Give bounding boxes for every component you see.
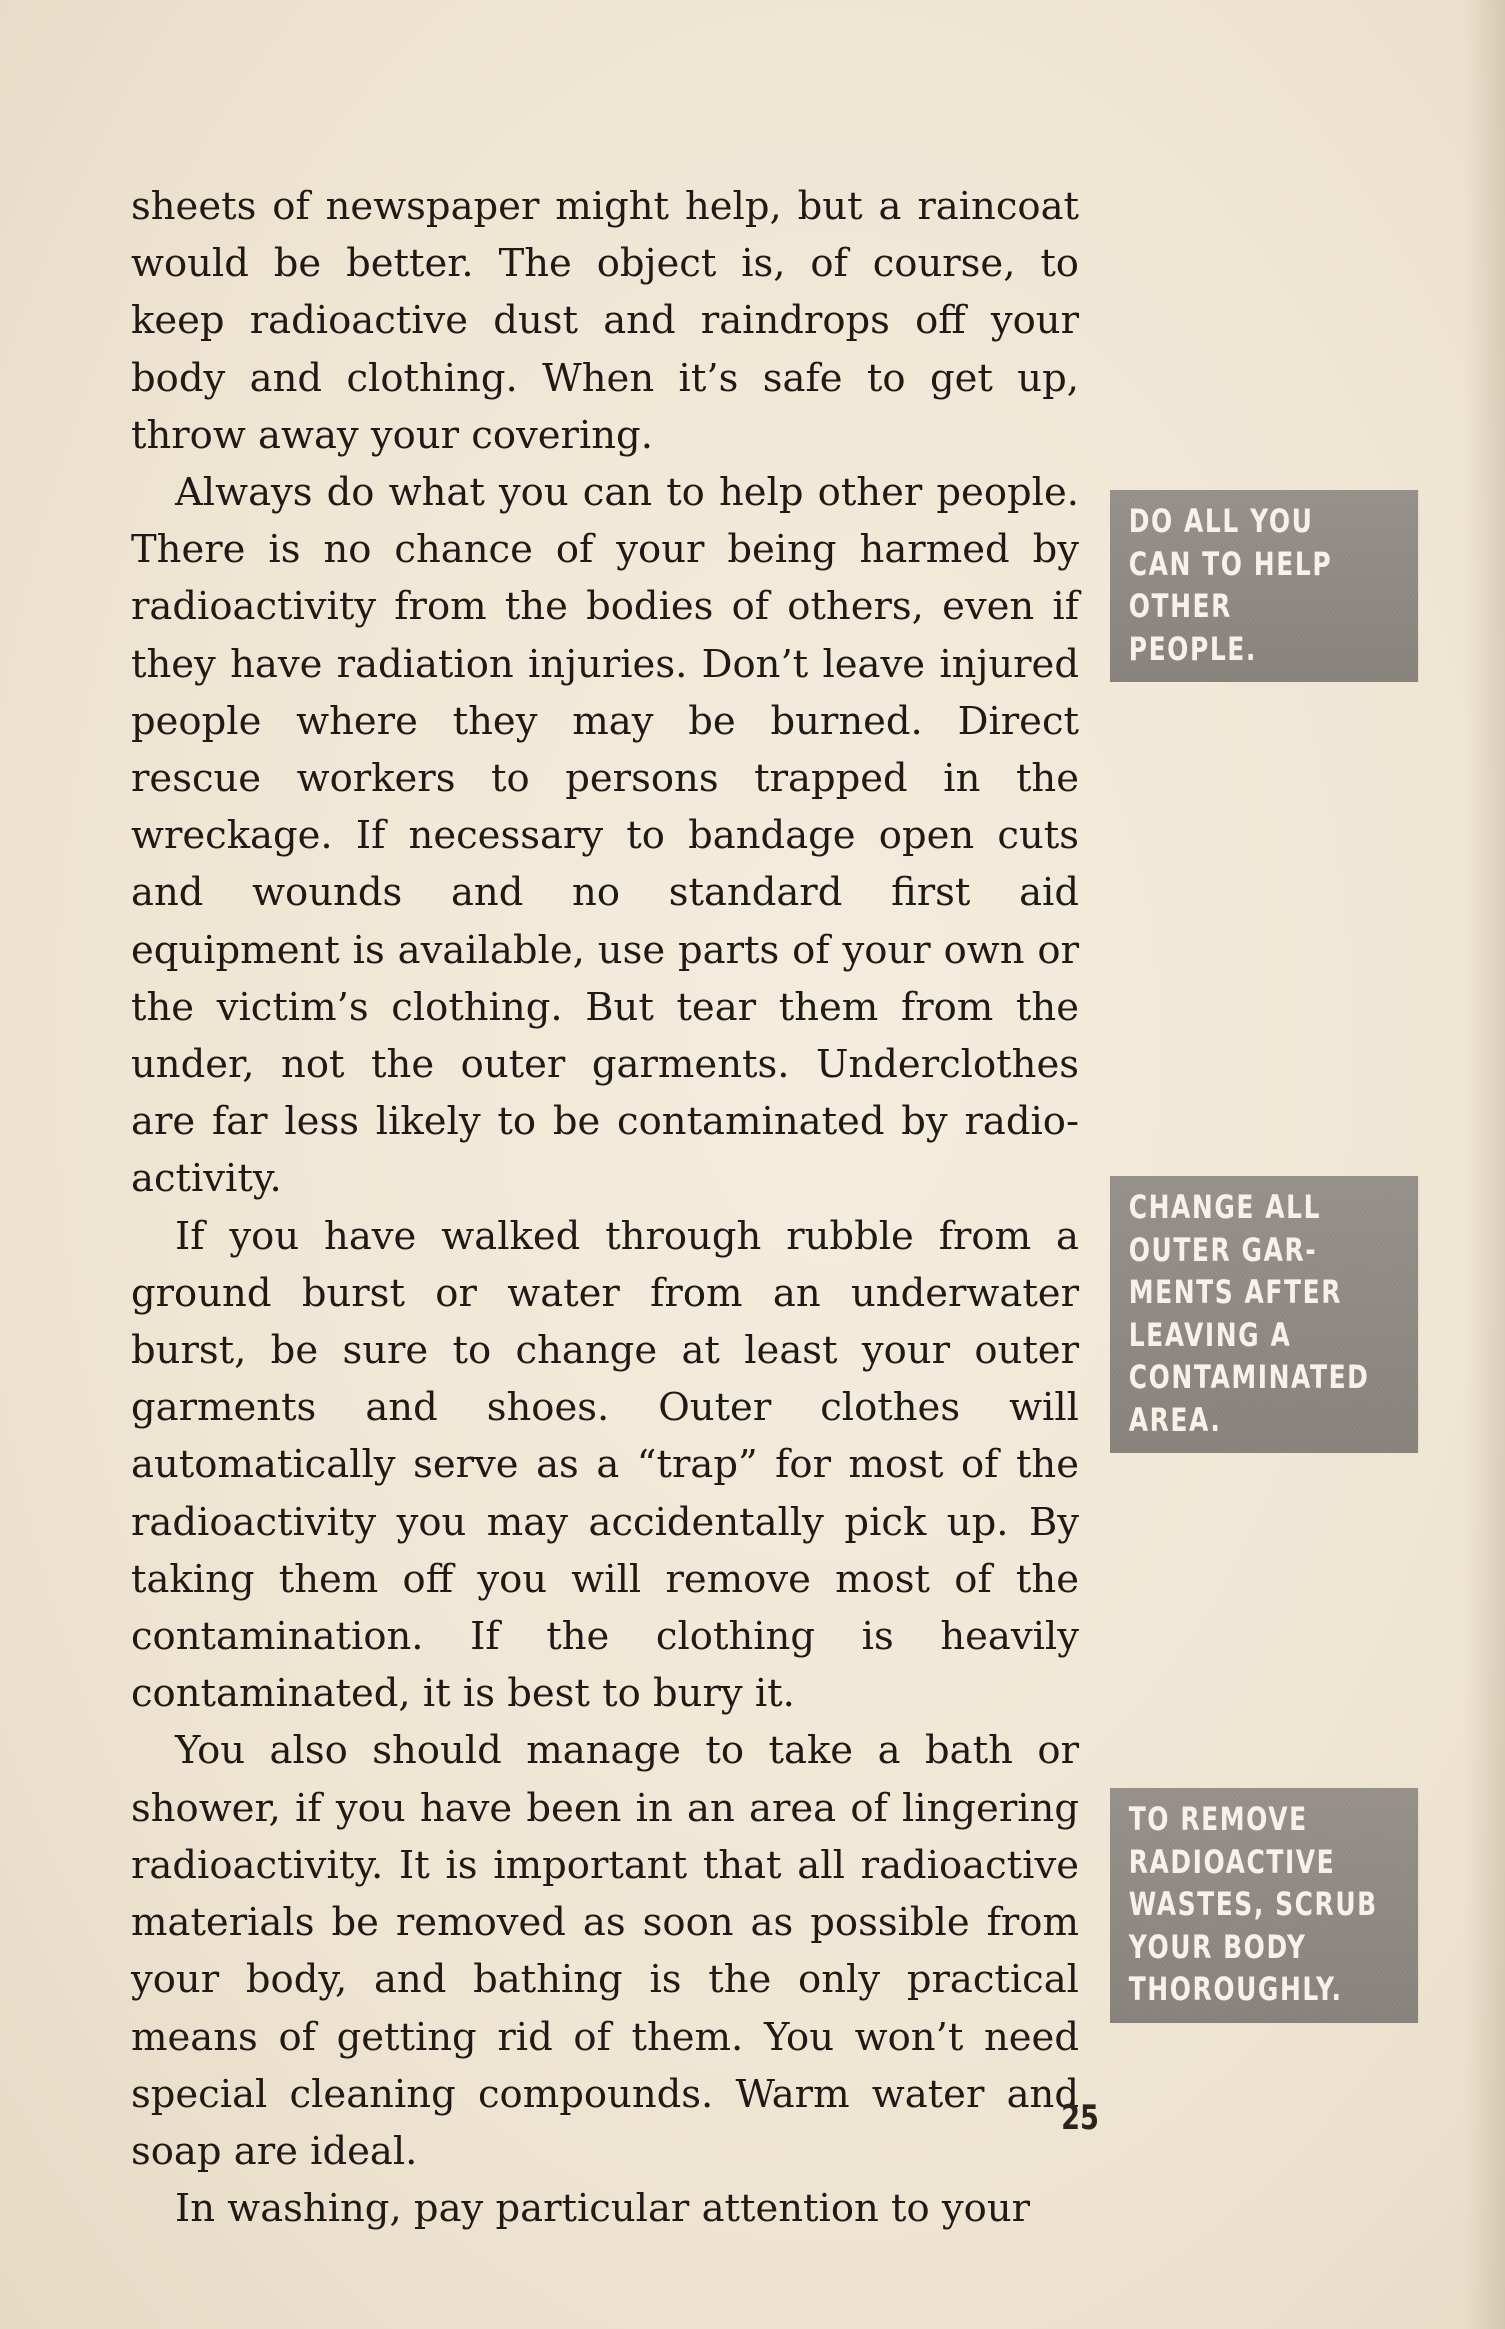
sidenote-line: RADIOACTIVE	[1128, 1842, 1336, 1881]
sidenote-line: TO REMOVE	[1128, 1800, 1308, 1838]
paragraph-1: sheets of newspaper might help, but a raincoat would be better. The object is, of course, to keep radioactive dust and raindrops off your body and clothing. When it’s safe to get up, throw away your covering.	[131, 184, 1079, 458]
sidenote-line: OUTER GAR-	[1128, 1230, 1318, 1269]
sidenote-line: WASTES, SCRUB	[1128, 1885, 1378, 1923]
sidenote-scrub-body	[1110, 1788, 1418, 2023]
paragraph-5: In washing, pay particular attention to your	[175, 2186, 1031, 2232]
sidenote-line: THOROUGHLY.	[1128, 1970, 1343, 2008]
sidenote-help-others	[1110, 490, 1418, 682]
sidenote-line: MENTS AFTER	[1128, 1273, 1343, 1311]
page-number: 25	[1061, 2098, 1099, 2138]
paragraph-2: Always do what you can to help other people. There is no chance of your being harmed by radioactivity from the bodies of others, even if they have radiation injuries. Don’t leave injured people where they may be burned. Direct rescue workers to persons trapped in the wreckage. If necessary to bandage open cuts and wounds and no standard first aid equipment is available, use parts of your own or the victim’s clothing. But tear them from the under, not the outer garments. Underclothes are far less likely to be contaminated by radioactivity.	[131, 470, 1079, 1202]
body-text	[131, 178, 1079, 2237]
paragraph-4: You also should manage to take a bath or shower, if you have been in an area of lingering radioactivity. It is important that all radioactive materials be removed as soon as possible from your body, and bathing is the only practical means of getting rid of them. You won’t need special cleaning compounds. Warm water and soap are ideal.	[131, 1728, 1079, 2174]
sidenote-change-garments	[1110, 1176, 1418, 1453]
sidenote-line: AREA.	[1128, 1400, 1222, 1439]
page-edge-shadow	[1465, 0, 1505, 2329]
sidenote-line: CHANGE ALL	[1128, 1188, 1322, 1226]
sidenote-line: PEOPLE.	[1128, 629, 1257, 668]
sidenote-line: LEAVING A	[1128, 1315, 1292, 1354]
sidenote-line: CONTAMINATED	[1128, 1358, 1370, 1396]
sidenote-line: CAN TO HELP	[1128, 544, 1333, 583]
sidenote-line: YOUR BODY	[1128, 1927, 1307, 1966]
sidenote-line: OTHER	[1128, 587, 1232, 625]
sidenote-line: DO ALL YOU	[1128, 502, 1314, 540]
paragraph-3: If you have walked through rubble from a ground burst or water from an underwater burst, be sure to change at least your outer garments and shoes. Outer clothes will automatically serve as a “trap” for most of the radioactivity you may accidentally pick up. By taking them off you will remove most of the contamination. If the clothing is heavily contaminated, it is best to bury it.	[131, 1213, 1079, 1717]
